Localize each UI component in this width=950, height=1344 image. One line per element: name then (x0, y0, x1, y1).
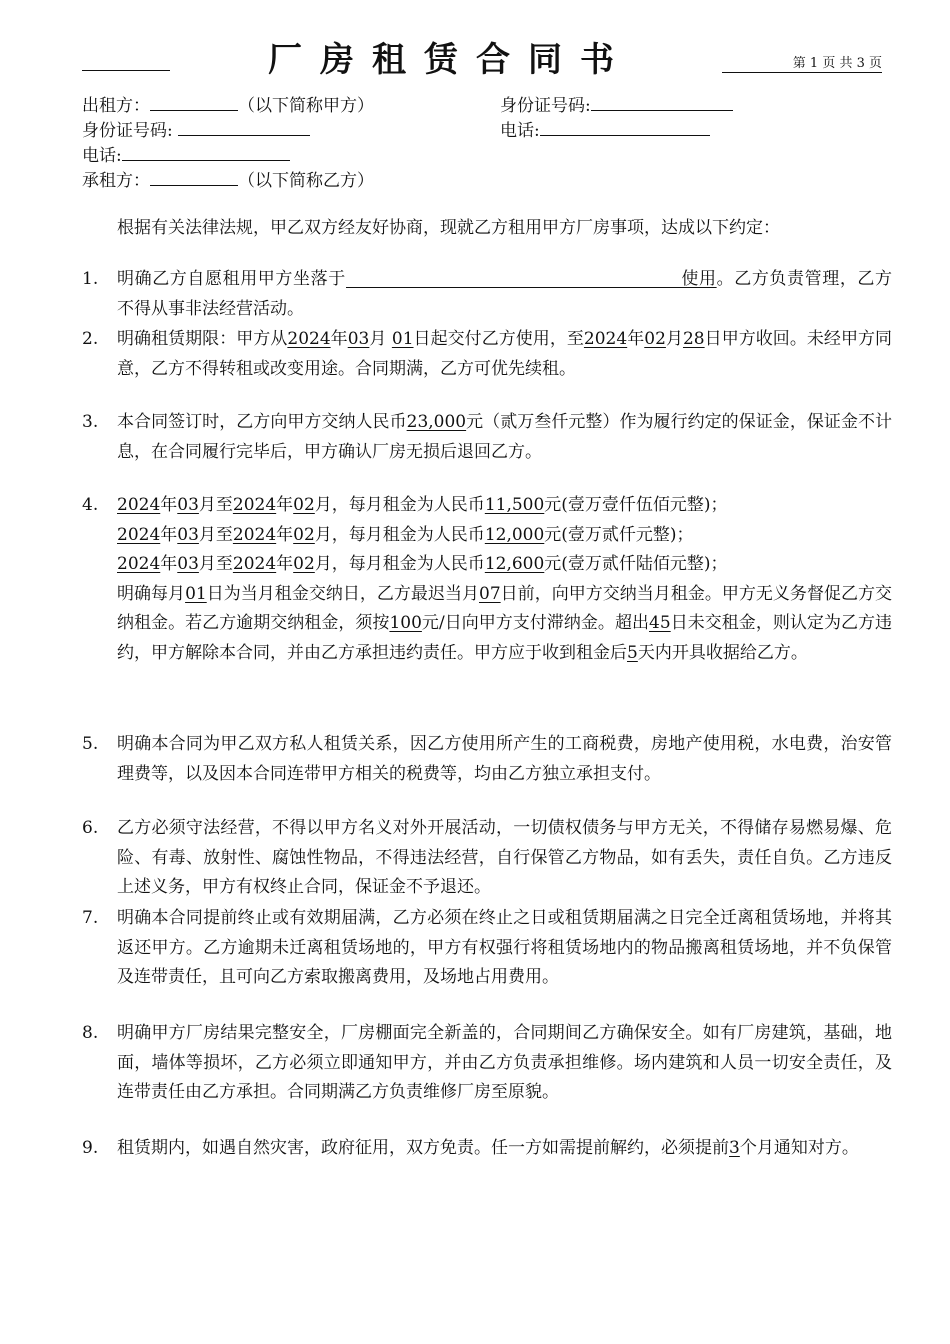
clause-body: 明确乙方自愿租用甲方坐落于 使用。乙方负责管理，乙方不得从事非法经营活动。 (117, 269, 893, 319)
phone-line-2 (82, 143, 290, 168)
rent-amount: 12,600 (484, 554, 545, 574)
clause-number: 6. (82, 818, 99, 838)
clause-number: 7. (82, 908, 99, 928)
clause-body: 明确本合同为甲乙双方私人租赁关系，因乙方使用所产生的工商税费，房地产使用税，水电费，治安管理费等，以及因本合同连带甲方相关的税费等，均由乙方独立承担支付。 (117, 734, 892, 784)
clause-body: 明确甲方厂房结果完整安全，厂房棚面完全新盖的，合同期间乙方确保安全。如有厂房建筑，基础，地面，墙体等损坏，乙方必须立即通知甲方，并由乙方负责承担维修。场内建筑和人员一切安全责任，及连带责任由乙方承担。合同期满乙方负责维修厂房至原貌。 (117, 1023, 892, 1102)
lessee-line (82, 168, 374, 193)
lessor-line (82, 93, 374, 118)
rent-row: 2024年03月至2024年02月，每月租金为人民币12,000元(壹万贰仟元整)； (117, 524, 694, 545)
clause-6 (82, 814, 892, 903)
rent-amount: 12,000 (484, 524, 545, 545)
penalty-amount: 100 (389, 613, 422, 633)
lessor-suffix: （以下简称甲方） (238, 96, 374, 116)
pay-day: 01 (185, 583, 207, 604)
clause-9 (82, 1134, 892, 1164)
clause-body: 明确租赁期限：甲方从2024年03月 01日起交付乙方使用，至2024年02月28日甲方收回。未经甲方同意，乙方不得转租或改变用途。合同期满，乙方可优先续租。 (117, 329, 893, 379)
lessor-id-label: 身份证号码: (500, 96, 591, 116)
intro-text: 根据有关法律法规，甲乙双方经友好协商，现就乙方租用甲方厂房事项，达成以下约定： (117, 218, 780, 238)
phone-field-1[interactable] (540, 118, 710, 136)
document-title: 厂房租赁合同书 (268, 40, 632, 80)
late-day: 07 (479, 583, 501, 604)
clause-body (117, 491, 892, 668)
clause-number: 4. (82, 495, 99, 515)
lessor-id-line (500, 93, 733, 118)
start-day: 01 (391, 329, 414, 349)
clause-body: 明确本合同提前终止或有效期届满，乙方必须在终止之日或租赁期届满之日完全迁离租赁场地，并将其返还甲方。乙方逾期未迁离租赁场地的，甲方有权强行将租赁场地内的物品搬离租赁场地，并不负保管及连带责任，且可向乙方索取搬离费用，及场地占用费用。 (117, 908, 892, 987)
rent-row: 2024年03月至2024年02月，每月租金为人民币11,500元(壹万壹仟伍佰元整)； (117, 495, 728, 515)
receipt-days: 5 (627, 642, 638, 663)
rent-amount: 11,500 (484, 495, 545, 515)
lessor-name-field[interactable] (150, 93, 238, 111)
clause-1 (82, 265, 892, 324)
clause-5 (82, 730, 892, 789)
id-label-2: 身份证号码: (82, 121, 173, 141)
notice-months: 3 (729, 1138, 740, 1158)
id-field-2[interactable] (178, 118, 310, 136)
clause-number: 5. (82, 734, 99, 754)
end-month: 02 (644, 329, 666, 349)
deposit-amount: 23,000 (406, 412, 467, 432)
phone-label-2: 电话: (82, 146, 122, 166)
clause-8 (82, 1019, 892, 1108)
clause-body: 租赁期内，如遇自然灾害，政府征用，双方免责。任一方如需提前解约，必须提前3个月通知对方。 (117, 1138, 859, 1158)
clause-2 (82, 325, 892, 384)
lessee-name-field[interactable] (150, 168, 238, 186)
clause-4 (82, 491, 892, 668)
start-month: 03 (347, 329, 370, 349)
header-left-rule (82, 70, 170, 71)
end-year: 2024 (583, 329, 628, 349)
phone-label-1: 电话: (500, 121, 540, 141)
clause-number: 1. (82, 269, 99, 289)
phone-field-2[interactable] (122, 143, 290, 161)
id-line-2 (82, 118, 310, 143)
clause-3 (82, 408, 892, 467)
clause-number: 8. (82, 1023, 99, 1043)
lessor-label: 出租方： (82, 96, 150, 116)
clause-body: 本合同签订时，乙方向甲方交纳人民币23,000元（贰万叁仟元整）作为履行约定的保证金，保证金不计息，在合同履行完毕后，甲方确认厂房无损后退回乙方。 (117, 412, 893, 462)
overdue-days: 45 (649, 613, 671, 633)
phone-line-1 (500, 118, 710, 143)
payment-terms: 明确每月01日为当月租金交纳日，乙方最迟当月07日前，向甲方交纳当月租金。甲方无义务督促乙方交纳租金。若乙方逾期交纳租金，须按100元/日向甲方支付滞纳金。超出45日未交租金，则认定为乙方违约，甲方解除本合同，并由乙方承担违约责任。甲方应于收到租金后5天内开具收据给乙方。 (117, 583, 893, 663)
start-year: 2024 (287, 329, 331, 349)
lessor-id-field[interactable] (591, 93, 733, 111)
clause-number: 2. (82, 329, 99, 349)
use-text: 使用 (680, 269, 717, 289)
clause-body: 乙方必须守法经营，不得以甲方名义对外开展活动，一切债权债务与甲方无关，不得储存易燃易爆、危险、有毒、放射性、腐蚀性物品，不得违法经营，自行保管乙方物品，如有丢失，责任自负。乙方违反上述义务，甲方有权终止合同，保证金不予退还。 (117, 818, 892, 897)
clause-number: 9. (82, 1138, 99, 1158)
clause-number: 3. (82, 412, 99, 432)
location-field[interactable] (346, 267, 681, 288)
end-day: 28 (682, 329, 705, 349)
clause-7 (82, 904, 892, 993)
lessee-label: 承租方： (82, 171, 150, 191)
lessee-suffix: （以下简称乙方） (238, 171, 374, 191)
rent-row: 2024年03月至2024年02月，每月租金为人民币12,600元(壹万贰仟陆佰元整)； (117, 554, 728, 574)
page-info: 第 1 页 共 3 页 (722, 52, 882, 73)
